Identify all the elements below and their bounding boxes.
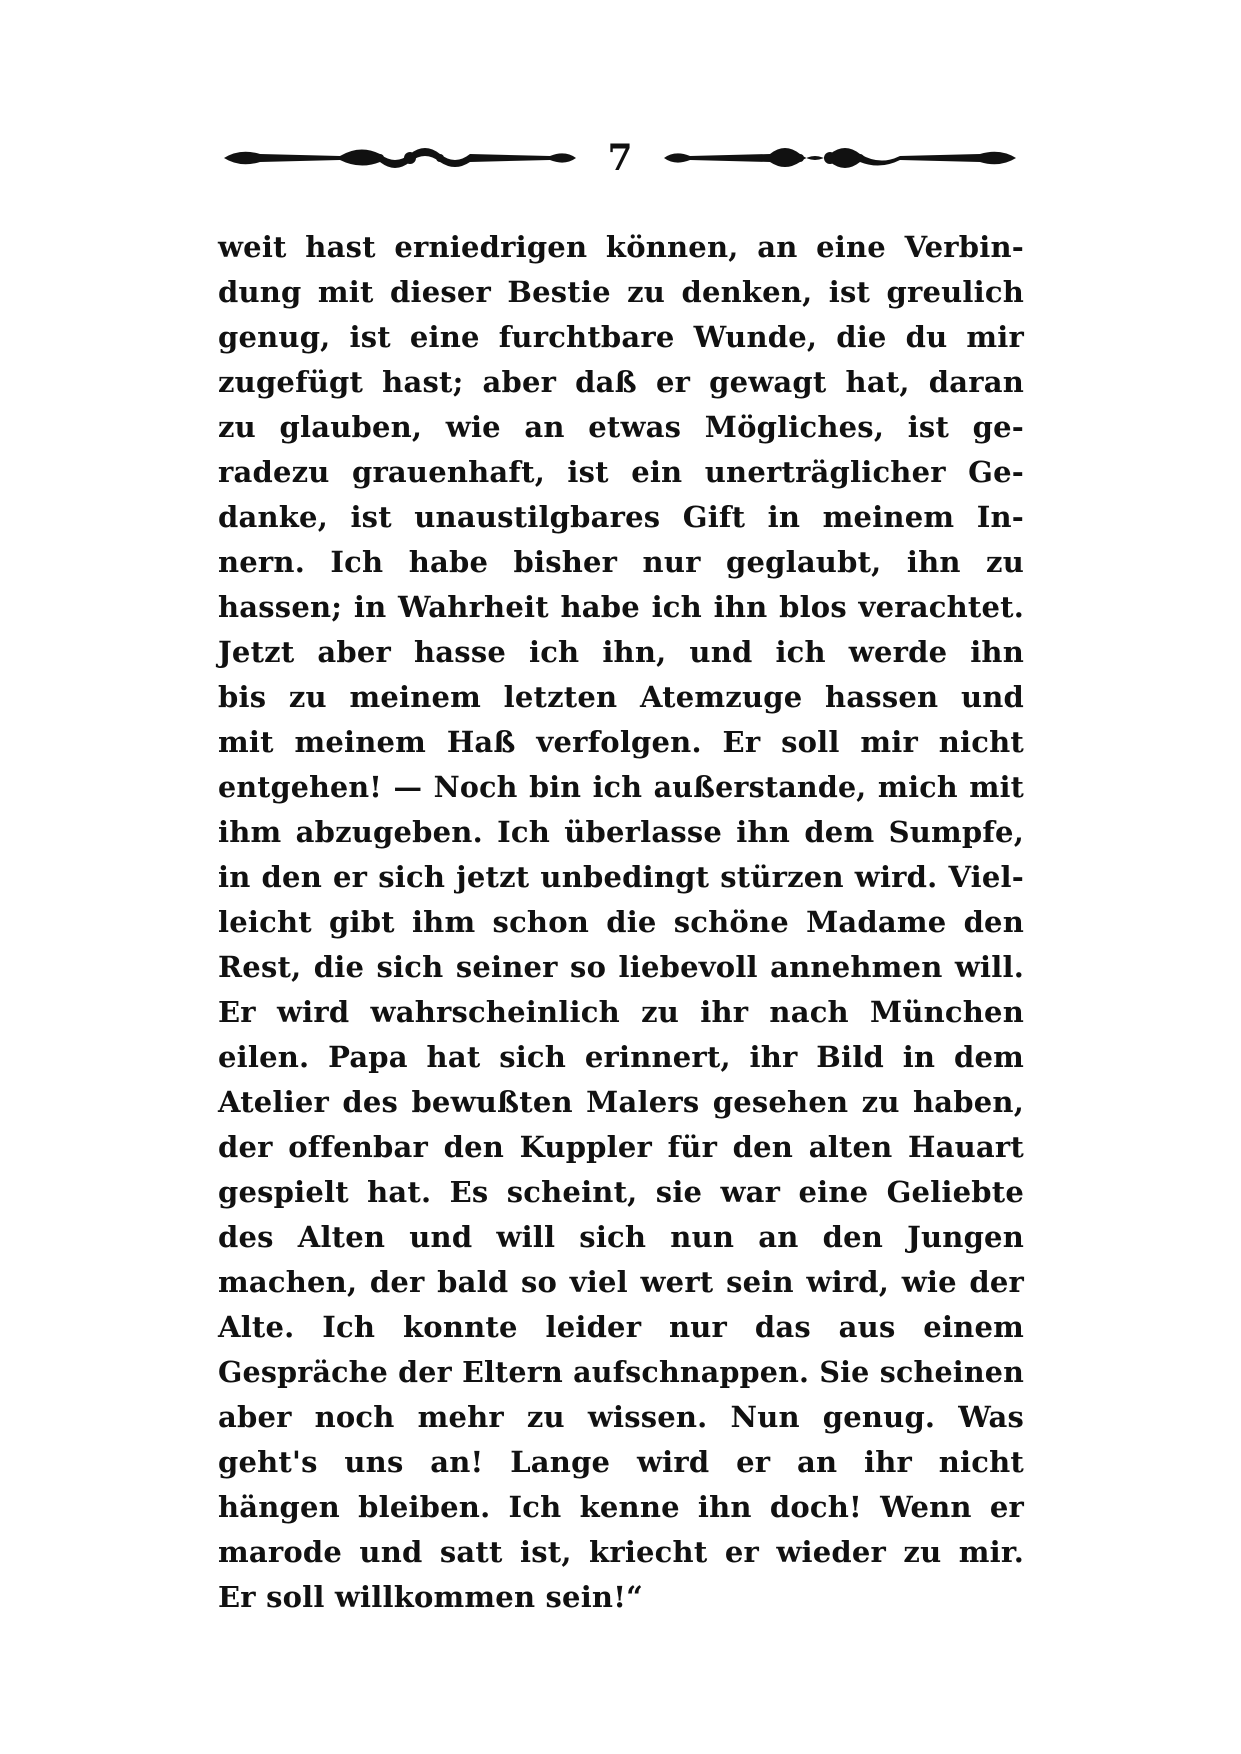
text-line: geht's uns an! Lange wird er an ihr nicht [218,1445,1024,1479]
text-line: zu glauben, wie an etwas Mögliches, ist ge- [218,410,1024,444]
text-line: gespielt hat. Es scheint, sie war eine Geliebte [218,1175,1024,1209]
text-line: radezu grauenhaft, ist ein unerträglicher Ge- [218,455,1024,489]
text-line: nern. Ich habe bisher nur geglaubt, ihn zu [218,545,1024,579]
text-line: mit meinem Haß verfolgen. Er soll mir nicht [218,725,1024,759]
ornament-left-icon [220,136,580,180]
text-line: dung mit dieser Bestie zu denken, ist greulich [218,275,1024,309]
text-line: weit hast erniedrigen können, an eine Verbin- [218,230,1024,264]
text-line: entgehen! — Noch bin ich außerstande, mich mit [218,770,1024,804]
text-line: Er soll willkommen sein!“ [218,1580,644,1614]
text-line: der offenbar den Kuppler für den alten Hauart [218,1130,1024,1164]
text-line: genug, ist eine furchtbare Wunde, die du mir [218,320,1024,354]
text-line: aber noch mehr zu wissen. Nun genug. Was [218,1400,1024,1434]
text-line: danke, ist unaustilgbares Gift in meinem In- [218,500,1024,534]
text-line: Atelier des bewußten Malers gesehen zu haben, [218,1085,1024,1119]
text-line: hängen bleiben. Ich kenne ihn doch! Wenn er [218,1490,1024,1524]
text-line: bis zu meinem letzten Atemzuge hassen und [218,680,1024,714]
text-line: Gespräche der Eltern aufschnappen. Sie scheinen [218,1355,1024,1389]
text-line: Jetzt aber hasse ich ihn, und ich werde ihn [218,635,1024,669]
text-line: Rest, die sich seiner so liebevoll annehmen will. [218,950,1024,984]
text-line: Er wird wahrscheinlich zu ihr nach München [218,995,1024,1029]
page-number: 7 [607,137,633,179]
text-line: in den er sich jetzt unbedingt stürzen wird. Viel- [218,860,1024,894]
text-line: hassen; in Wahrheit habe ich ihn blos verachtet. [218,590,1024,624]
body-text [218,225,1024,1620]
text-line: zugefügt hast; aber daß er gewagt hat, daran [218,365,1024,399]
text-line: marode und satt ist, kriecht er wieder zu mir. [218,1535,1024,1569]
text-line: eilen. Papa hat sich erinnert, ihr Bild in dem [218,1040,1024,1074]
ornament-right-icon [660,136,1020,180]
text-line: Alte. Ich konnte leider nur das aus einem [218,1310,1024,1344]
text-line: leicht gibt ihm schon die schöne Madame den [218,905,1024,939]
text-line: des Alten und will sich nun an den Jungen [218,1220,1024,1254]
text-line: ihm abzugeben. Ich überlasse ihn dem Sumpfe, [218,815,1024,849]
page-header [220,128,1020,188]
text-line: machen, der bald so viel wert sein wird, wie der [218,1265,1024,1299]
